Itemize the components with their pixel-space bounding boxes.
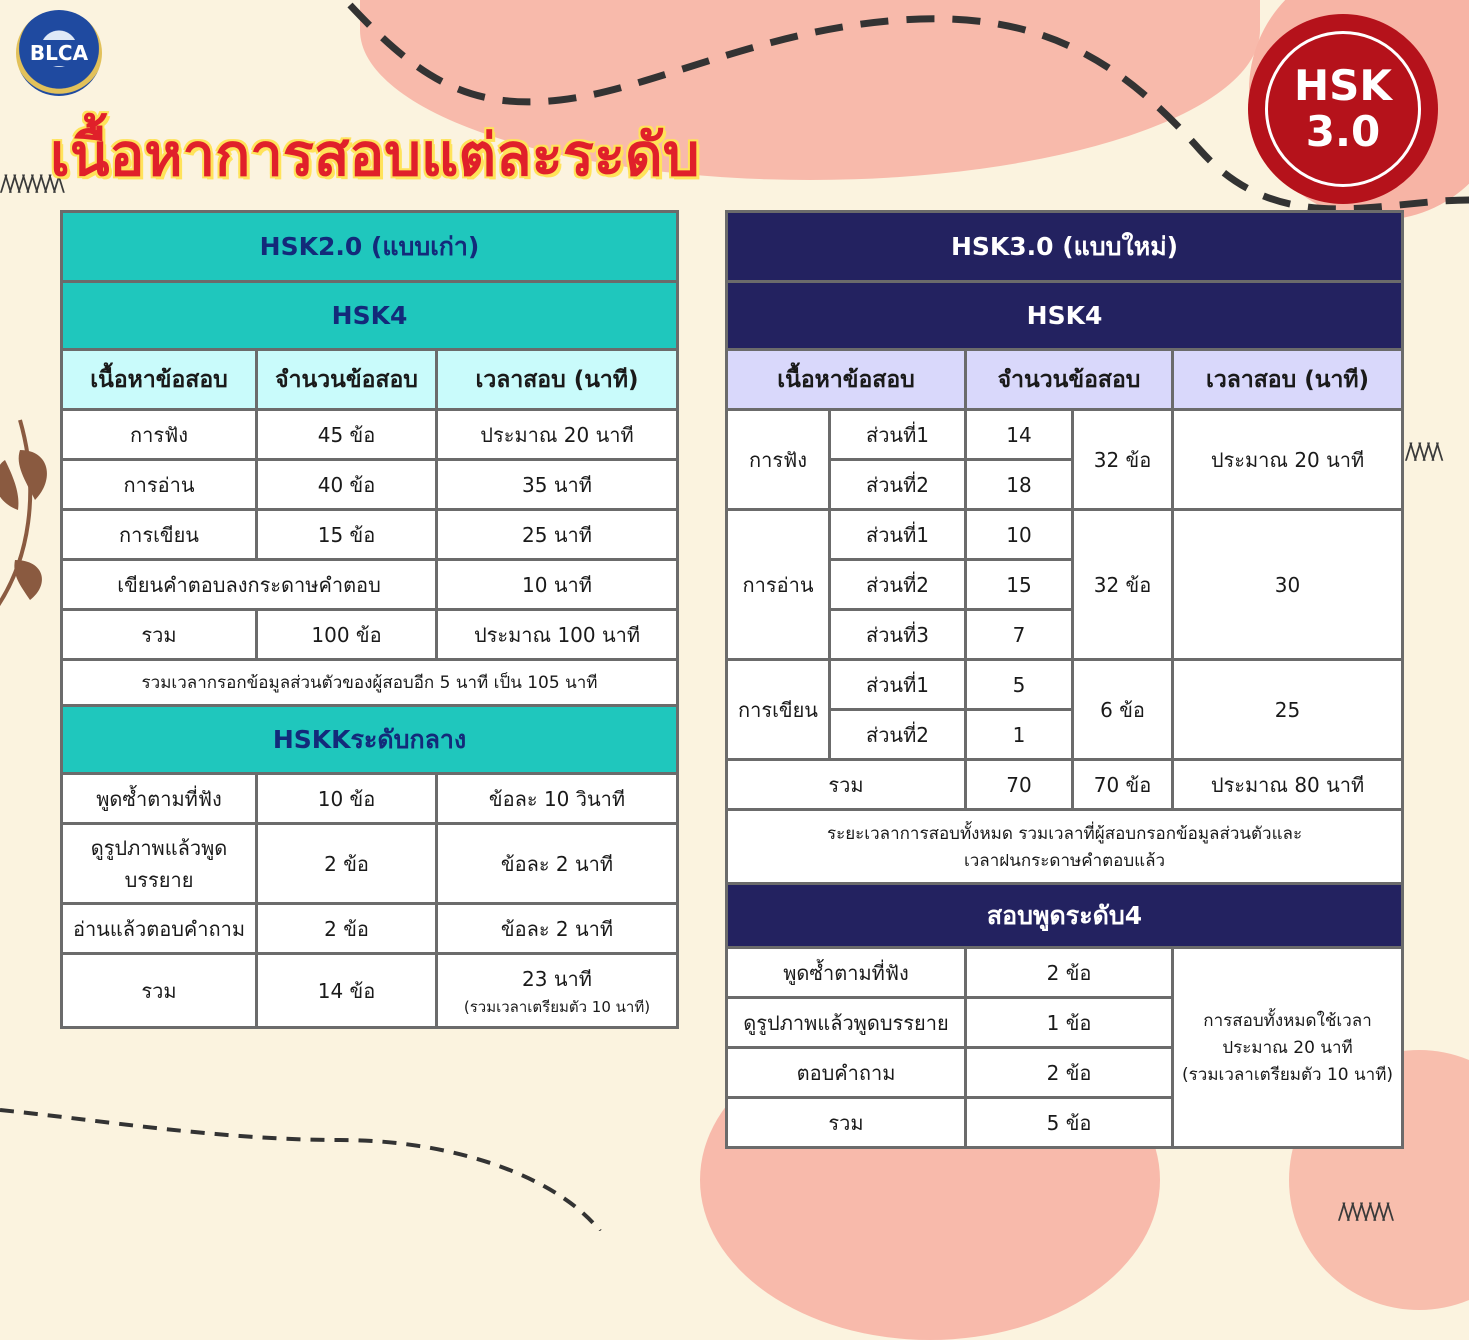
leaf-icon [0, 410, 60, 610]
cell: 15 ข้อ [257, 510, 437, 560]
cell: 25 นาที [437, 510, 678, 560]
section-label: การฟัง [727, 410, 830, 510]
cell: 30 [1173, 510, 1403, 660]
table-row [62, 774, 678, 824]
cell: 25 [1173, 660, 1403, 760]
cell: ข้อละ 2 นาที [437, 904, 678, 954]
cell: 2 ข้อ [966, 1048, 1173, 1098]
cell: 5 ข้อ [966, 1098, 1173, 1148]
cell: 32 ข้อ [1073, 510, 1173, 660]
cell: 100 ข้อ [257, 610, 437, 660]
cell: 6 ข้อ [1073, 660, 1173, 760]
cell: ส่วนที่2 [830, 560, 966, 610]
time-note: (รวมเวลาเตรียมตัว 10 นาที) [463, 997, 651, 1016]
cell: 35 นาที [437, 460, 678, 510]
cell: ส่วนที่1 [830, 660, 966, 710]
col-header: เวลาสอบ (นาที) [1173, 350, 1403, 410]
cell: ดูรูปภาพแล้วพูดบรรยาย [62, 824, 257, 904]
table-row [62, 824, 678, 904]
table-row [727, 660, 1403, 710]
cell: การเขียน [62, 510, 257, 560]
cell: 14 ข้อ [257, 954, 437, 1028]
cell: ข้อละ 2 นาที [437, 824, 678, 904]
cell: เขียนคำตอบลงกระดาษคำตอบ [62, 560, 437, 610]
table-row [62, 904, 678, 954]
badge-line2: 3.0 [1305, 107, 1381, 156]
cell: ส่วนที่1 [830, 510, 966, 560]
zigzag-icon: /\/\/\/\/\/\/\ [0, 172, 62, 197]
section-label: การอ่าน [727, 510, 830, 660]
cell: 2 ข้อ [966, 948, 1173, 998]
cell: ส่วนที่2 [830, 460, 966, 510]
total-row [727, 760, 1403, 810]
table-row [62, 560, 678, 610]
logo-text: BLCA [26, 40, 92, 66]
col-header: เนื้อหาข้อสอบ [727, 350, 966, 410]
table-row [727, 410, 1403, 460]
hsk-version-badge [1248, 14, 1438, 204]
cell: 7 [966, 610, 1073, 660]
total-row [62, 954, 678, 1028]
col-header: จำนวนข้อสอบ [257, 350, 437, 410]
table-row [727, 510, 1403, 560]
time-line: การสอบทั้งหมดใช้เวลา [1203, 1011, 1372, 1031]
hsk2-level: HSK4 [62, 282, 678, 350]
time-value: 23 นาที [522, 966, 592, 991]
cell: 18 [966, 460, 1073, 510]
cell: 2 ข้อ [257, 824, 437, 904]
cell: 14 [966, 410, 1073, 460]
cell: รวม [727, 760, 966, 810]
cell: 10 นาที [437, 560, 678, 610]
cell: ประมาณ 100 นาที [437, 610, 678, 660]
cell: 15 [966, 560, 1073, 610]
cell: การอ่าน [62, 460, 257, 510]
cell: พูดซ้ำตามที่ฟัง [727, 948, 966, 998]
hsk2-title: HSK2.0 (แบบเก่า) [62, 212, 678, 282]
cell: ส่วนที่1 [830, 410, 966, 460]
cell: 45 ข้อ [257, 410, 437, 460]
col-header: เนื้อหาข้อสอบ [62, 350, 257, 410]
col-header: เวลาสอบ (นาที) [437, 350, 678, 410]
cell: ประมาณ 20 นาที [437, 410, 678, 460]
cell [437, 954, 678, 1028]
hsk3-note [727, 810, 1403, 884]
zigzag-icon: /\/\/\/\ [1405, 440, 1441, 465]
hsk3-title: HSK3.0 (แบบใหม่) [727, 212, 1403, 282]
speaking-title: สอบพูดระดับ4 [727, 884, 1403, 948]
cell: 1 ข้อ [966, 998, 1173, 1048]
cell: รวม [727, 1098, 966, 1148]
col-header: จำนวนข้อสอบ [966, 350, 1173, 410]
cell: 32 ข้อ [1073, 410, 1173, 510]
cell: ข้อละ 10 วินาที [437, 774, 678, 824]
note-line: เวลาฝนกระดาษคำตอบแล้ว [963, 850, 1166, 871]
cell: รวม [62, 954, 257, 1028]
note-line: ระยะเวลาการสอบทั้งหมด รวมเวลาที่ผู้สอบกรอกข้อมูลส่วนตัวและ [826, 823, 1303, 844]
hsk2-table [60, 210, 679, 1029]
cell: 5 [966, 660, 1073, 710]
section-label: การเขียน [727, 660, 830, 760]
table-row [727, 948, 1403, 998]
hskk-title: HSKKระดับกลาง [62, 706, 678, 774]
cell: ส่วนที่2 [830, 710, 966, 760]
table-row [62, 510, 678, 560]
badge-line1: HSK [1294, 61, 1392, 110]
cell: รวม [62, 610, 257, 660]
cell: การฟัง [62, 410, 257, 460]
cell: ส่วนที่3 [830, 610, 966, 660]
cell: 70 ข้อ [1073, 760, 1173, 810]
cell: 2 ข้อ [257, 904, 437, 954]
cell: 70 [966, 760, 1073, 810]
cell: ประมาณ 20 นาที [1173, 410, 1403, 510]
cell: ตอบคำถาม [727, 1048, 966, 1098]
cell: 10 [966, 510, 1073, 560]
hsk3-table [725, 210, 1404, 1149]
hsk2-note: รวมเวลากรอกข้อมูลส่วนตัวของผู้สอบอีก 5 นาที เป็น 105 นาที [62, 660, 678, 706]
hsk3-level: HSK4 [727, 282, 1403, 350]
total-row [62, 610, 678, 660]
table-row [62, 410, 678, 460]
cell: อ่านแล้วตอบคำถาม [62, 904, 257, 954]
page-title: เนื้อหาการสอบแต่ละระดับ [50, 121, 700, 189]
cell: พูดซ้ำตามที่ฟัง [62, 774, 257, 824]
cell: ดูรูปภาพแล้วพูดบรรยาย [727, 998, 966, 1048]
table-row [62, 460, 678, 510]
time-line: ประมาณ 20 นาที [1222, 1038, 1353, 1058]
speaking-time [1173, 948, 1403, 1148]
cell: ประมาณ 80 นาที [1173, 760, 1403, 810]
zigzag-icon: /\/\/\/\/\/\ [1338, 1200, 1391, 1225]
cell: 10 ข้อ [257, 774, 437, 824]
time-line: (รวมเวลาเตรียมตัว 10 นาที) [1182, 1065, 1394, 1085]
cell: 1 [966, 710, 1073, 760]
cell: 40 ข้อ [257, 460, 437, 510]
blca-logo [16, 10, 102, 96]
